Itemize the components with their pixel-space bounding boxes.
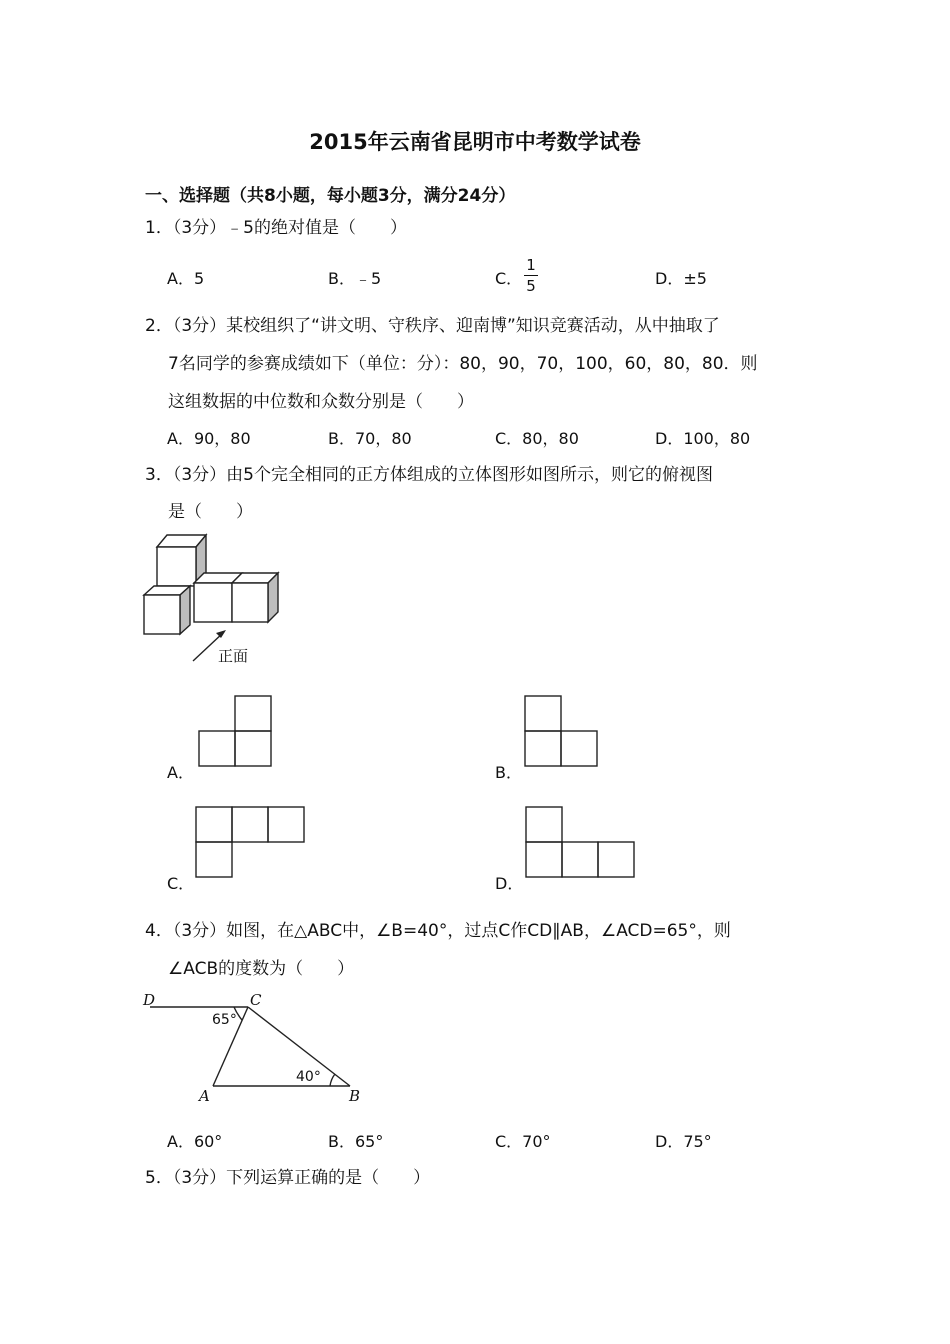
q4-option-b: B．65° xyxy=(328,1132,384,1151)
q2-option-a: A．90，80 xyxy=(167,429,251,448)
q4-point-c: C xyxy=(250,991,262,1009)
q4-point-b: B xyxy=(349,1087,361,1105)
question-3-line-2: 是（ ） xyxy=(168,502,253,522)
q3-option-d: D． xyxy=(495,874,524,893)
q4-option-c: C．70° xyxy=(495,1132,551,1151)
q3-cube-figure xyxy=(140,532,290,667)
q1-option-b: B．﹣5 xyxy=(328,269,382,288)
question-3-line-1: 3．（3分）由5个完全相同的正方体组成的立体图形如图所示，则它的俯视图 xyxy=(145,465,713,485)
q1-option-c: C． xyxy=(495,269,523,288)
q3-option-c: C． xyxy=(167,874,195,893)
q4-angle-c-label: 65° xyxy=(212,1012,237,1028)
q3-option-b-figure xyxy=(524,695,599,767)
question-2-line-2: 7名同学的参赛成绩如下（单位：分）：80，90，70，100，60，80，80．则 xyxy=(168,354,758,374)
q3-option-c-figure xyxy=(195,806,305,878)
question-2-line-1: 2．（3分）某校组织了“讲文明、守秩序、迎南博”知识竞赛活动，从中抽取了 xyxy=(145,316,720,336)
section-heading: 一、选择题（共8小题，每小题3分，满分24分） xyxy=(145,186,516,206)
q2-option-b: B．70，80 xyxy=(328,429,412,448)
question-4-line-1: 4．（3分）如图，在△ABC中，∠B=40°，过点C作CD∥AB，∠ACD=65°，则 xyxy=(145,921,731,941)
q4-point-d: D xyxy=(143,991,156,1009)
fraction-denominator: 5 xyxy=(526,277,536,295)
q2-option-c: C．80，80 xyxy=(495,429,579,448)
q4-angle-b-label: 40° xyxy=(296,1069,321,1085)
question-2-line-3: 这组数据的中位数和众数分别是（ ） xyxy=(168,392,474,412)
q4-option-a: A．60° xyxy=(167,1132,223,1151)
question-5-text: 5．（3分）下列运算正确的是（ ） xyxy=(145,1168,431,1188)
q3-option-d-figure xyxy=(525,806,635,878)
q4-point-a: A xyxy=(199,1087,210,1105)
question-1-text: 1．（3分）﹣5的绝对值是（ ） xyxy=(145,218,407,238)
q1-option-c-fraction xyxy=(520,257,542,294)
q1-option-a: A．5 xyxy=(167,269,205,288)
page-title: 2015年云南省昆明市中考数学试卷 xyxy=(309,130,641,154)
q1-option-d: D．±5 xyxy=(655,269,707,288)
q3-option-a-figure xyxy=(198,695,273,767)
question-4-line-2: ∠ACB的度数为（ ） xyxy=(168,959,355,979)
q3-option-a: A． xyxy=(167,763,194,782)
fraction-numerator: 1 xyxy=(526,256,536,274)
q3-front-label: 正面 xyxy=(218,647,249,665)
q2-option-d: D．100，80 xyxy=(655,429,751,448)
q3-option-b: B． xyxy=(495,763,522,782)
q4-option-d: D．75° xyxy=(655,1132,712,1151)
